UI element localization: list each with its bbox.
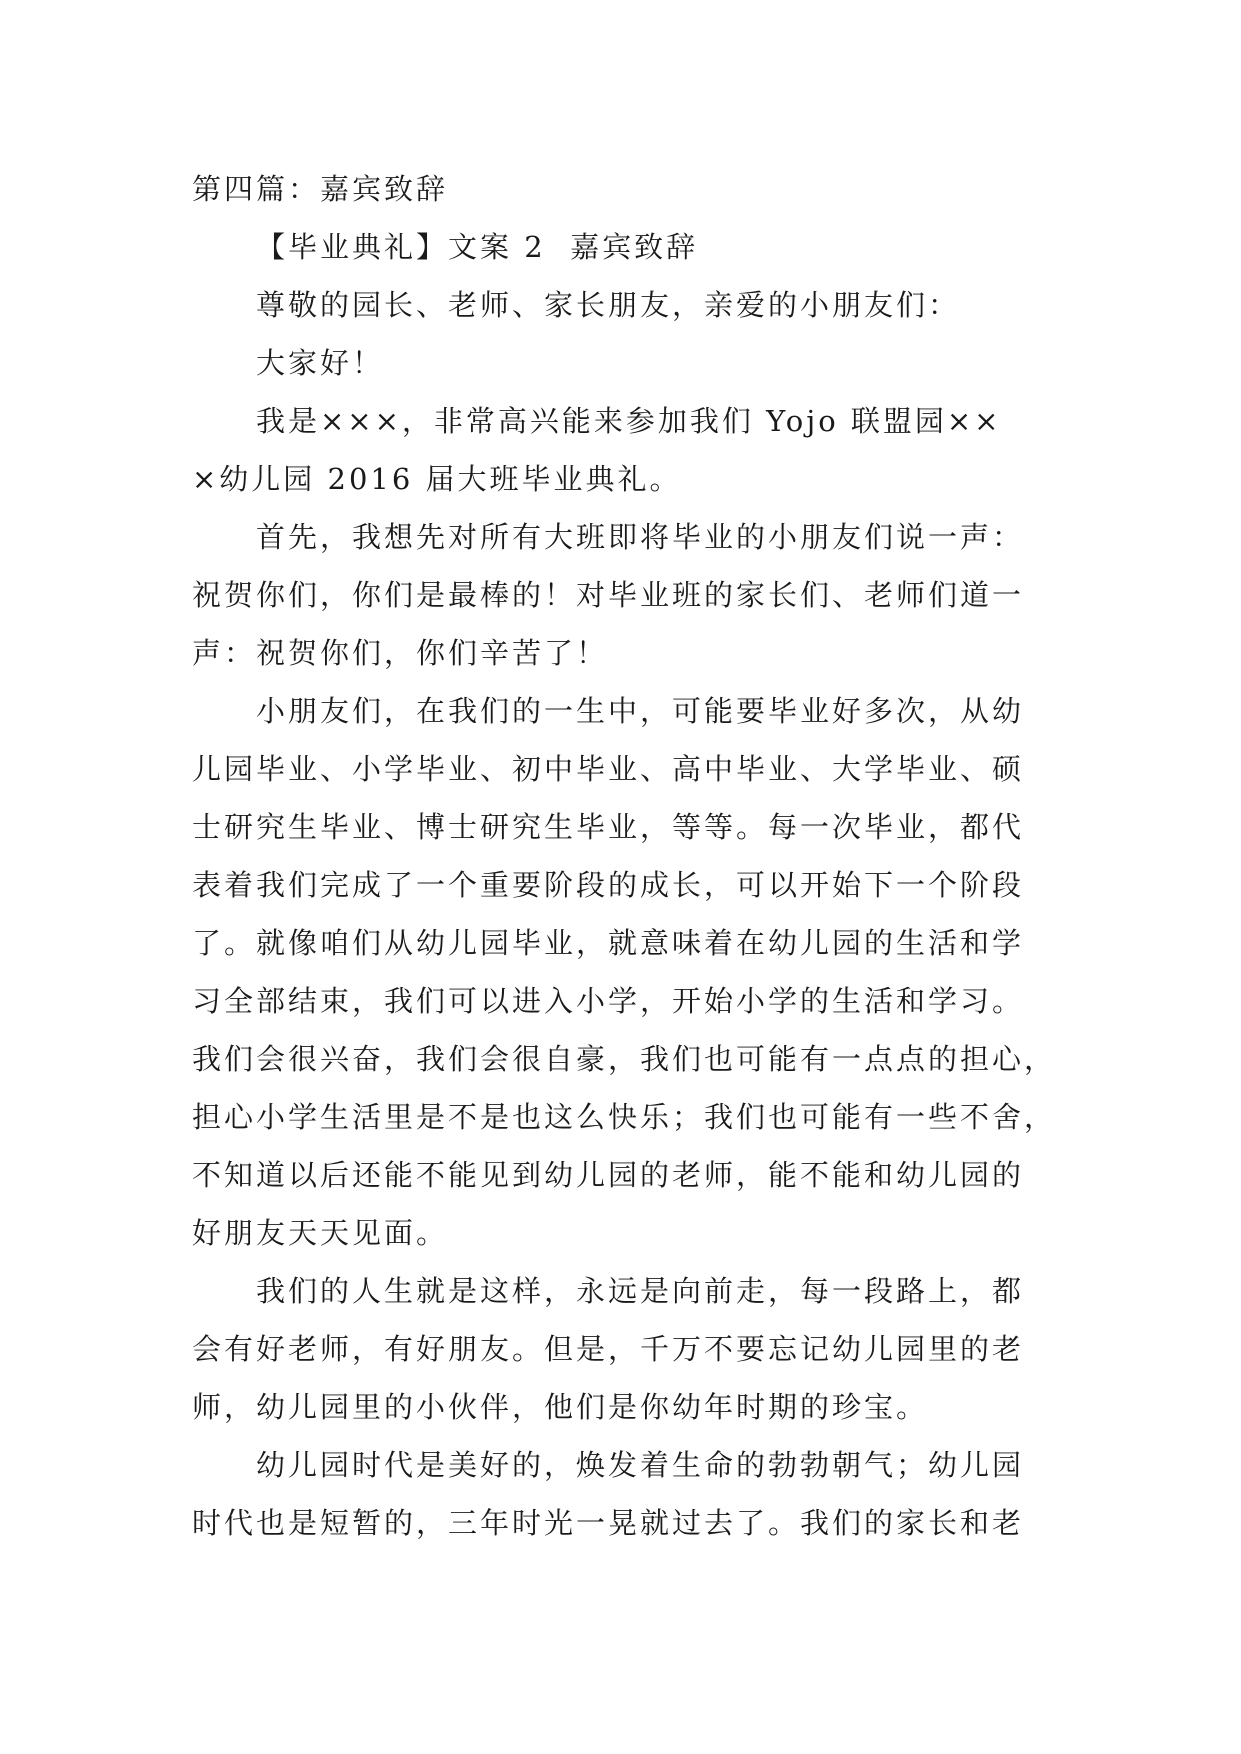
paragraph-line: 担心小学生活里是不是也这么快乐；我们也可能有一些不舍，: [192, 1100, 1057, 1134]
paragraph-line: 了。就像咱们从幼儿园毕业，就意味着在幼儿园的生活和学: [192, 926, 1025, 960]
paragraph-line: 小朋友们，在我们的一生中，可能要毕业好多次，从幼: [256, 694, 1025, 728]
paragraph-line: 祝贺你们，你们是最棒的！对毕业班的家长们、老师们道一: [192, 578, 1025, 612]
paragraph-line: 士研究生毕业、博士研究生毕业，等等。每一次毕业，都代: [192, 810, 1025, 844]
paragraph-line: 时代也是短暂的，三年时光一晃就过去了。我们的家长和老: [192, 1506, 1025, 1540]
paragraph-line: 我是×××，非常高兴能来参加我们 Yojo 联盟园××: [256, 404, 1002, 438]
paragraph-line: 好朋友天天见面。: [192, 1216, 449, 1250]
paragraph-line: 表着我们完成了一个重要阶段的成长，可以开始下一个阶段: [192, 868, 1025, 902]
paragraph-line: 会有好老师，有好朋友。但是，千万不要忘记幼儿园里的老: [192, 1332, 1025, 1366]
paragraph-line: 师，幼儿园里的小伙伴，他们是你幼年时期的珍宝。: [192, 1390, 929, 1424]
paragraph-line: 习全部结束，我们可以进入小学，开始小学的生活和学习。: [192, 984, 1025, 1018]
paragraph-line: 我们的人生就是这样，永远是向前走，每一段路上，都: [256, 1274, 1025, 1308]
paragraph-line: ×幼儿园 2016 届大班毕业典礼。: [192, 462, 682, 496]
document-page: [192, 160, 1057, 1552]
paragraph-line: 声：祝贺你们，你们辛苦了！: [192, 636, 609, 670]
subtitle-line: 【毕业典礼】文案 2 嘉宾致辞: [256, 230, 699, 264]
paragraph-line: 首先，我想先对所有大班即将毕业的小朋友们说一声：: [256, 520, 1025, 554]
salutation-line: 尊敬的园长、老师、家长朋友，亲爱的小朋友们：: [256, 288, 961, 322]
paragraph-line: 儿园毕业、小学毕业、初中毕业、高中毕业、大学毕业、硕: [192, 752, 1025, 786]
paragraph-line: 不知道以后还能不能见到幼儿园的老师，能不能和幼儿园的: [192, 1158, 1025, 1192]
greeting-line: 大家好！: [256, 346, 385, 380]
document-title: 第四篇：嘉宾致辞: [192, 172, 449, 206]
paragraph-line: 我们会很兴奋，我们会很自豪，我们也可能有一点点的担心，: [192, 1042, 1057, 1076]
paragraph-line: 幼儿园时代是美好的，焕发着生命的勃勃朝气；幼儿园: [256, 1448, 1025, 1482]
